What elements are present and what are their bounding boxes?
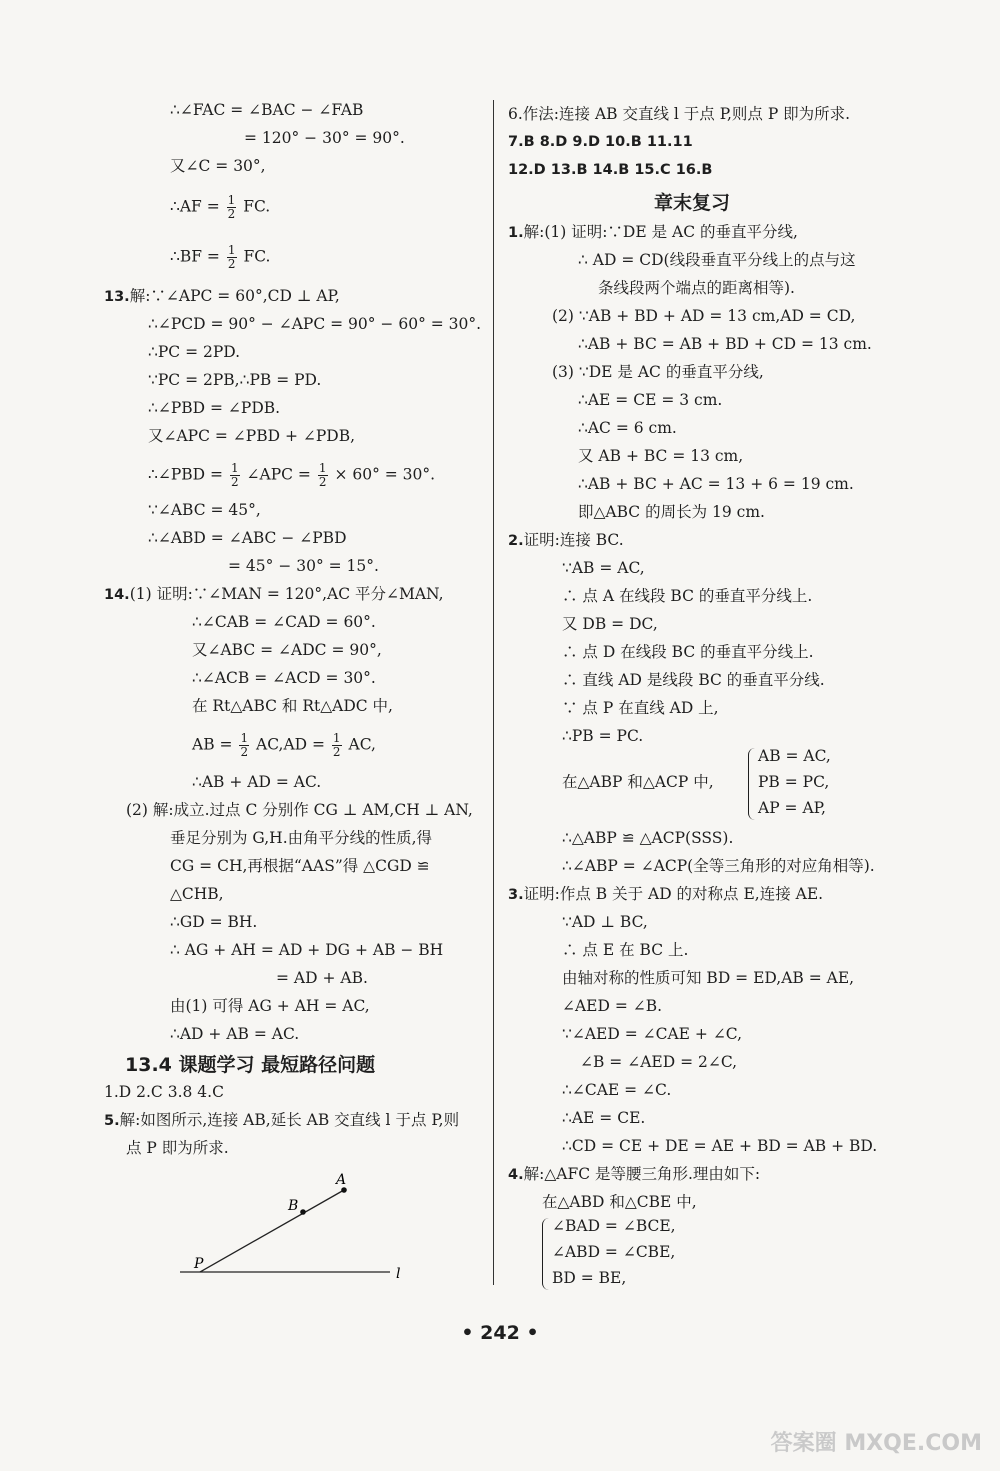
text-line: 在△ABD 和△CBE 中,: [542, 1193, 697, 1211]
text-line: ∴ 点 D 在线段 BC 的垂直平分线上.: [562, 643, 814, 661]
text-line: ∵AB = AC,: [562, 559, 645, 577]
label-p: P: [194, 1256, 204, 1272]
text-line: 又 AB + BC = 13 cm,: [578, 447, 744, 465]
text-line: ∴∠CAB = ∠CAD = 60°.: [192, 613, 376, 631]
text-line: ∴∠FAC = ∠BAC − ∠FAB: [170, 101, 364, 119]
question-13-head: [104, 286, 340, 307]
text-line: ∴∠ABP = ∠ACP(全等三角形的对应角相等).: [562, 857, 875, 875]
text-line: ∴∠PCD = 90° − ∠APC = 90° − 60° = 30°.: [148, 315, 482, 333]
point-b: [300, 1209, 306, 1215]
system-line: AP = AP,: [758, 799, 826, 817]
text-line: ∴PB = PC.: [562, 727, 644, 745]
text: ∠APC =: [246, 465, 311, 484]
text-line: 即△ABC 的周长为 19 cm.: [578, 503, 765, 521]
text-line: ∴GD = BH.: [170, 913, 258, 931]
text-line: 又∠APC = ∠PBD + ∠PDB,: [148, 427, 356, 445]
shortest-path-figure: [170, 1168, 420, 1288]
text-line: 又∠ABC = ∠ADC = 90°,: [192, 641, 382, 659]
text: FC.: [243, 197, 271, 216]
text-line: ∠B = ∠AED = 2∠C,: [580, 1053, 738, 1071]
watermark: 答案圈 MXQE.COM: [770, 1431, 982, 1456]
brace: [542, 1218, 549, 1290]
text-line: ∴AD + AB = AC.: [170, 1025, 300, 1043]
text-line: ∴ AD = CD(线段垂直平分线上的点与这: [578, 251, 856, 269]
fraction: $\frac{1}{2}$: [318, 461, 327, 489]
fraction: $\frac{1}{2}$: [227, 243, 236, 271]
text-line: [170, 244, 270, 271]
text: 证明:连接 BC.: [523, 531, 624, 549]
text-line: ∴∠ACB = ∠ACD = 30°.: [192, 669, 376, 687]
text-line: 垂足分别为 G,H.由角平分线的性质,得: [170, 829, 433, 847]
text-line: = 45° − 30° = 15°.: [228, 557, 379, 575]
system-line: PB = PC,: [758, 773, 830, 791]
text-line: ∴AB + AD = AC.: [192, 773, 322, 791]
text: AC,AD =: [256, 735, 325, 754]
fraction: $\frac{1}{2}$: [240, 731, 249, 759]
text: 证明:作点 B 关于 AD 的对称点 E,连接 AE.: [523, 885, 824, 903]
text-line: 在△ABP 和△ACP 中,: [562, 773, 714, 791]
text-line: ∴AB + BC + AC = 13 + 6 = 19 cm.: [578, 475, 854, 493]
question-number: 2.: [508, 533, 524, 549]
label-l: l: [396, 1266, 401, 1282]
text-line: [192, 732, 376, 759]
label-b: B: [288, 1198, 299, 1214]
text: AC,: [348, 735, 376, 754]
text-line: ∴ 点 A 在线段 BC 的垂直平分线上.: [562, 587, 813, 605]
question-14-head: [104, 584, 444, 605]
answers-line: 12.D 13.B 14.B 15.C 16.B: [508, 162, 713, 178]
review-title: 章末复习: [654, 192, 731, 214]
system-line: ∠ABD = ∠CBE,: [552, 1243, 676, 1261]
text-line: 由轴对称的性质可知 BD = ED,AB = AE,: [562, 969, 855, 987]
text-line: ∴ AG + AH = AD + DG + AB − BH: [170, 941, 444, 959]
text-line: 在 Rt△ABC 和 Rt△ADC 中,: [192, 697, 393, 715]
text-line: ∵AD ⊥ BC,: [562, 913, 648, 931]
text-line: ∵∠AED = ∠CAE + ∠C,: [562, 1025, 743, 1043]
text-line: ∴AB + BC = AB + BD + CD = 13 cm.: [578, 335, 872, 353]
segment-PA: [200, 1190, 344, 1272]
label-a: A: [336, 1172, 347, 1188]
text-line: (2) ∵AB + BD + AD = 13 cm,AD = CD,: [552, 307, 856, 325]
fraction: $\frac{1}{2}$: [332, 731, 341, 759]
text-line: ∴∠PBD = ∠PDB.: [148, 399, 281, 417]
review-1-head: [508, 222, 798, 243]
text-line: ∴AC = 6 cm.: [578, 419, 677, 437]
answer-6: 6.作法:连接 AB 交直线 l 于点 P,则点 P 即为所求.: [508, 105, 851, 123]
text-line: [170, 194, 270, 221]
question-number: 3.: [508, 887, 524, 903]
text-line: 条线段两个端点的距离相等).: [598, 279, 795, 297]
question-number: 1.: [508, 225, 524, 241]
system-line: AB = AC,: [758, 747, 831, 765]
question-number: 14.: [104, 587, 130, 603]
answers-line: 7.B 8.D 9.D 10.B 11.11: [508, 134, 693, 150]
text-line: ∵ 点 P 在直线 AD 上,: [562, 699, 719, 717]
text: 解:△AFC 是等腰三角形.理由如下:: [523, 1165, 761, 1183]
text-line: (3) ∵DE 是 AC 的垂直平分线,: [552, 363, 764, 381]
question-number: 13.: [104, 289, 130, 305]
point-a: [341, 1187, 347, 1193]
text: 解:∵∠APC = 60°,CD ⊥ AP,: [129, 287, 340, 305]
text-line: = 120° − 30° = 90°.: [244, 129, 405, 147]
column-divider: [493, 100, 494, 1285]
text-line: ∴PC = 2PD.: [148, 343, 241, 361]
text-line: ∴ 直线 AD 是线段 BC 的垂直平分线.: [562, 671, 825, 689]
text-line: ∴△ABP ≌ △ACP(SSS).: [562, 829, 734, 847]
review-3-head: [508, 884, 823, 905]
text: ∴BF =: [170, 247, 220, 266]
text-line: 点 P 即为所求.: [126, 1139, 229, 1157]
question-5-head: [104, 1110, 459, 1131]
text-line: 由(1) 可得 AG + AH = AC,: [170, 997, 370, 1015]
page-number: • 242 •: [461, 1322, 539, 1344]
text-line: 又∠C = 30°,: [170, 157, 266, 175]
fraction: $\frac{1}{2}$: [230, 461, 239, 489]
fraction: $\frac{1}{2}$: [227, 193, 236, 221]
text-line: [148, 462, 435, 489]
text-line: ∴∠ABD = ∠ABC − ∠PBD: [148, 529, 347, 547]
text-line: = AD + AB.: [276, 969, 368, 987]
question-number: 5.: [104, 1113, 120, 1129]
text: ∴AF =: [170, 197, 220, 216]
text: 解:如图所示,连接 AB,延长 AB 交直线 l 于点 P,则: [119, 1111, 460, 1129]
text-line: ∴AE = CE.: [562, 1109, 646, 1127]
text-line: ∴∠CAE = ∠C.: [562, 1081, 672, 1099]
question-number: 4.: [508, 1167, 524, 1183]
text-line: ∴AE = CE = 3 cm.: [578, 391, 723, 409]
text: 解:(1) 证明:∵DE 是 AC 的垂直平分线,: [523, 223, 798, 241]
answers-line: 1.D 2.C 3.8 4.C: [104, 1083, 224, 1101]
review-4-head: [508, 1164, 760, 1185]
text-line: CG = CH,再根据“AAS”得 △CGD ≌: [170, 857, 430, 875]
text-line: (2) 解:成立.过点 C 分别作 CG ⊥ AM,CH ⊥ AN,: [126, 801, 473, 819]
system-line: BD = BE,: [552, 1269, 627, 1287]
text-line: ∵PC = 2PB,∴PB = PD.: [148, 371, 322, 389]
text-line: ∠AED = ∠B.: [562, 997, 663, 1015]
section-title: 13.4 课题学习 最短路径问题: [125, 1054, 376, 1076]
text: AB =: [192, 735, 233, 754]
text: FC.: [243, 247, 271, 266]
text-line: ∵∠ABC = 45°,: [148, 501, 261, 519]
text-line: 又 DB = DC,: [562, 615, 658, 633]
text: × 60° = 30°.: [334, 465, 436, 484]
brace: [748, 748, 755, 820]
text-line: ∴ 点 E 在 BC 上.: [562, 941, 689, 959]
system-line: ∠BAD = ∠BCE,: [552, 1217, 676, 1235]
text-line: ∴CD = CE + DE = AE + BD = AB + BD.: [562, 1137, 878, 1155]
text: (1) 证明:∵∠MAN = 120°,AC 平分∠MAN,: [129, 585, 444, 603]
text-line: △CHB,: [170, 885, 224, 903]
text: ∴∠PBD =: [148, 465, 224, 484]
review-2-head: [508, 530, 624, 551]
